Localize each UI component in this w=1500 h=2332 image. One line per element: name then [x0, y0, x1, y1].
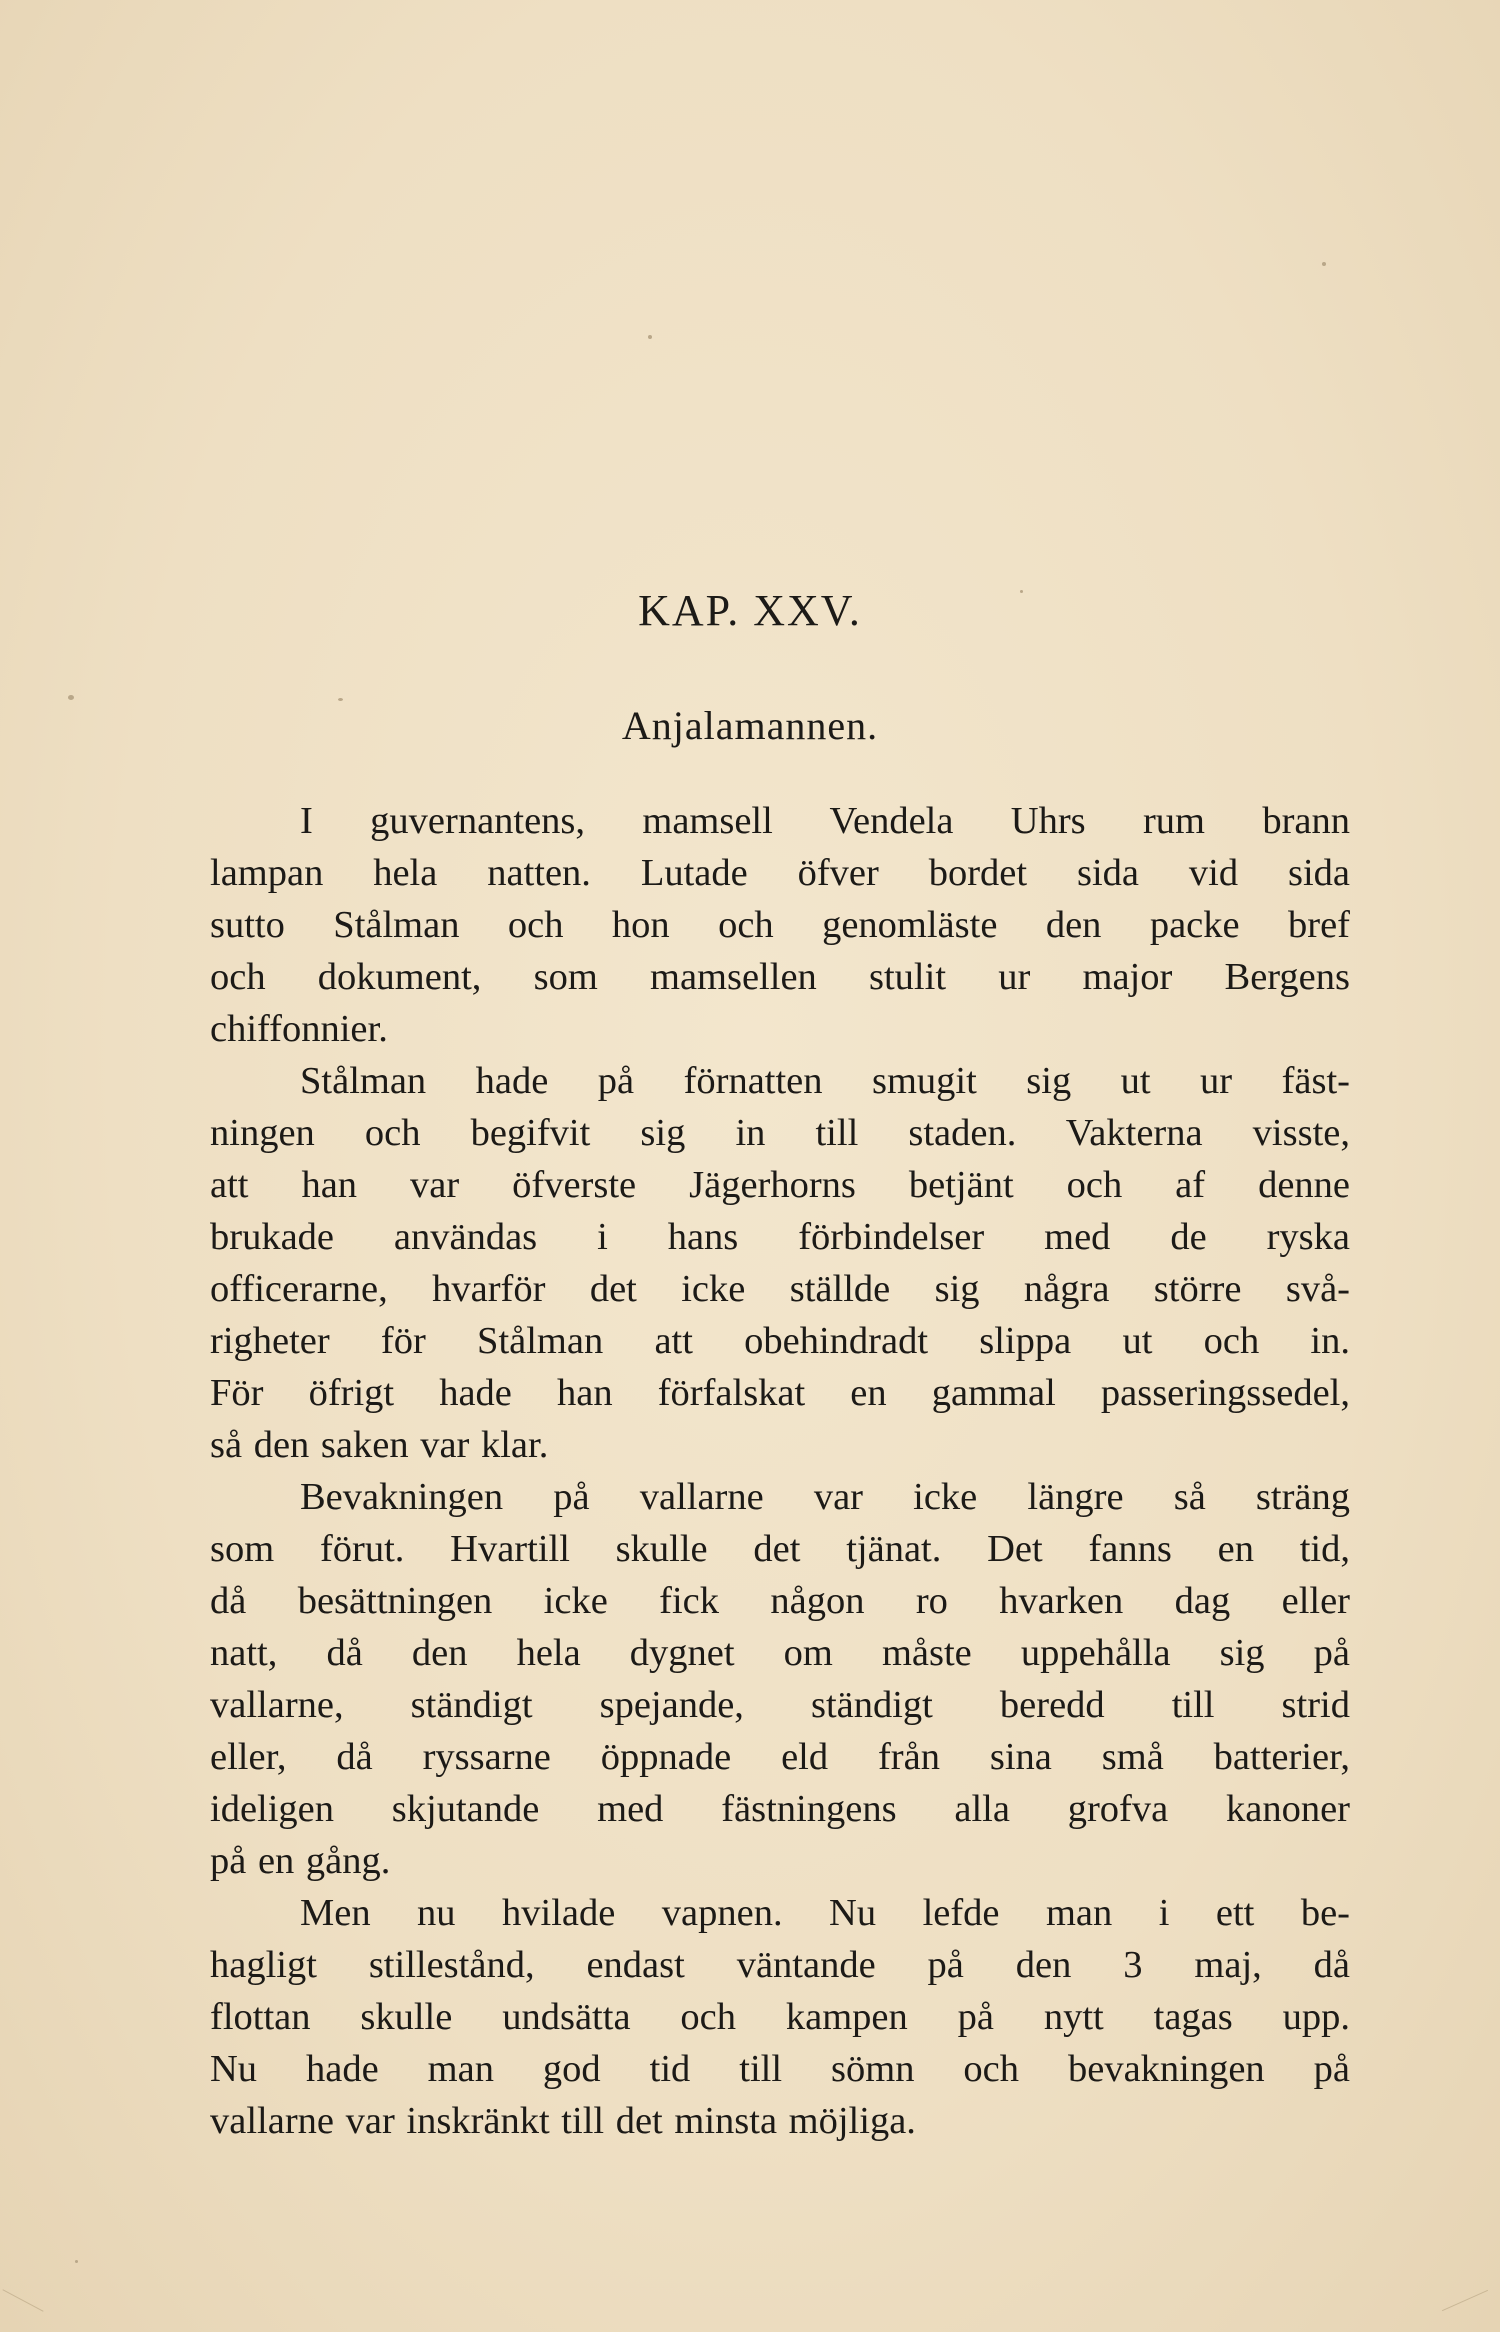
chapter-heading: KAP. XXV.	[638, 586, 862, 635]
text-line: brukade användas i hans förbindelser med de ryska	[210, 1216, 1350, 1258]
text-line: chiffonnier.	[210, 1008, 388, 1050]
text-line: så den saken var klar.	[210, 1424, 549, 1466]
text-line: ningen och begifvit sig in till staden. Vakterna visste,	[210, 1112, 1350, 1154]
text-line: natt, då den hela dygnet om måste uppehålla sig på	[210, 1632, 1350, 1674]
paper-speck	[75, 2260, 78, 2263]
paper-scratch	[1442, 2290, 1488, 2311]
text-line: ideligen skjutande med fästningens alla grofva kanoner	[210, 1788, 1350, 1830]
text-line: För öfrigt hade han förfalskat en gammal passeringssedel,	[210, 1372, 1350, 1414]
paper-scratch	[2, 2289, 43, 2311]
text-line: Bevakningen på vallarne var icke längre så sträng	[300, 1476, 1350, 1518]
paper-speck	[338, 698, 343, 701]
text-line: vallarne, ständigt spejande, ständigt beredd till strid	[210, 1684, 1350, 1726]
text-line: Stålman hade på förnatten smugit sig ut ur fäst-	[300, 1060, 1350, 1102]
text-line: Men nu hvilade vapnen. Nu lefde man i ett be-	[300, 1892, 1350, 1934]
text-line: och dokument, som mamsellen stulit ur major Bergens	[210, 956, 1350, 998]
text-line: att han var öfverste Jägerhorns betjänt och af denne	[210, 1164, 1350, 1206]
text-line: Nu hade man god tid till sömn och bevakningen på	[210, 2048, 1350, 2090]
text-line: som förut. Hvartill skulle det tjänat. Det fanns en tid,	[210, 1528, 1350, 1570]
paper-speck	[648, 335, 652, 339]
text-line: I guvernantens, mamsell Vendela Uhrs rum brann	[300, 800, 1350, 842]
paper-speck	[68, 695, 74, 700]
text-line: lampan hela natten. Lutade öfver bordet sida vid sida	[210, 852, 1350, 894]
paper-speck	[1322, 262, 1326, 266]
body-text	[210, 795, 1350, 2147]
text-line: righeter för Stålman att obehindradt slippa ut och in.	[210, 1320, 1350, 1362]
text-line: på en gång.	[210, 1840, 391, 1882]
chapter-title: Anjalamannen.	[621, 703, 879, 748]
text-line: officerarne, hvarför det icke ställde sig några större svå-	[210, 1268, 1350, 1310]
text-line: flottan skulle undsätta och kampen på nytt tagas upp.	[210, 1996, 1350, 2038]
text-line: då besättningen icke fick någon ro hvarken dag eller	[210, 1580, 1350, 1622]
text-line: sutto Stålman och hon och genomläste den packe bref	[210, 904, 1350, 946]
text-line: eller, då ryssarne öppnade eld från sina små batterier,	[210, 1736, 1350, 1778]
paper-speck	[1020, 590, 1023, 593]
text-line: vallarne var inskränkt till det minsta möjliga.	[210, 2100, 916, 2142]
text-line: hagligt stillestånd, endast väntande på den 3 maj, då	[210, 1944, 1350, 1986]
